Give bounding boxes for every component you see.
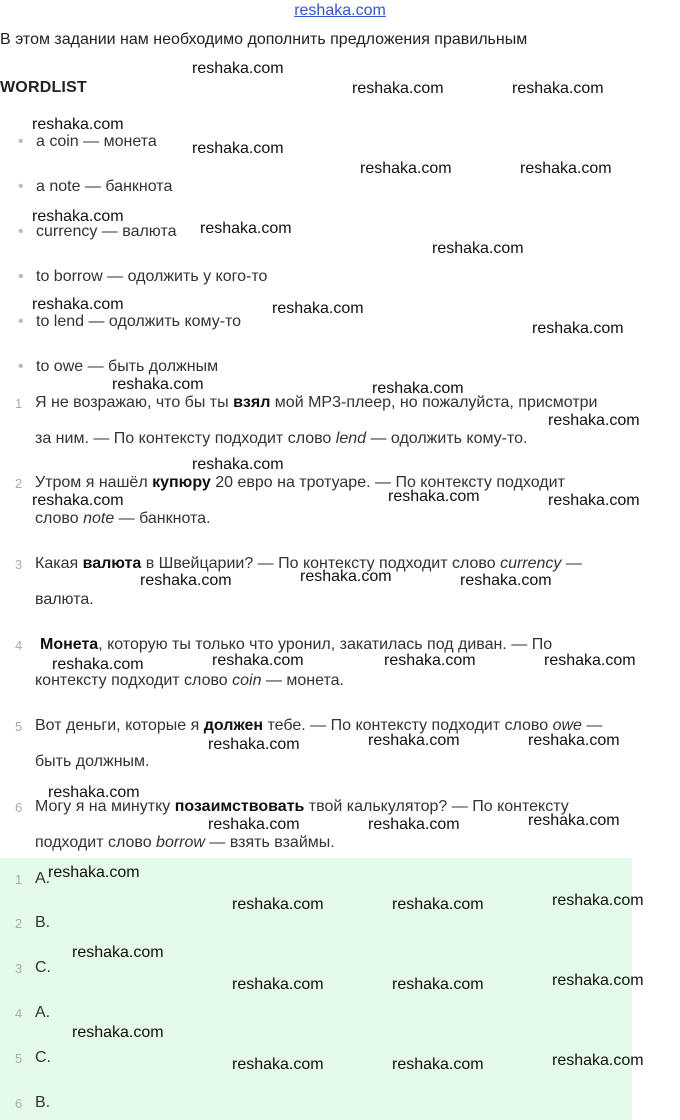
bullet-icon: • [18, 133, 24, 150]
watermark: reshaka.com [548, 492, 640, 509]
list-item: • to borrow — одолжить у кого-то [18, 268, 268, 285]
watermark: reshaka.com [32, 492, 124, 509]
watermark: reshaka.com [392, 896, 484, 913]
watermark: reshaka.com [352, 80, 444, 97]
list-item: • to lend — одолжить кому-то [18, 313, 242, 330]
watermark: reshaka.com [192, 60, 284, 77]
watermark: reshaka.com [300, 568, 392, 585]
bullet-icon: • [18, 313, 24, 330]
watermark: reshaka.com [432, 240, 524, 257]
watermark: reshaka.com [140, 572, 232, 589]
watermark: reshaka.com [192, 140, 284, 157]
watermark: reshaka.com [232, 1056, 324, 1073]
watermark: reshaka.com [512, 80, 604, 97]
watermark: reshaka.com [32, 296, 124, 313]
intro-text: В этом задании нам необходимо дополнить предложения правильным [0, 31, 528, 48]
watermark: reshaka.com [72, 1024, 164, 1041]
watermark: reshaka.com [72, 944, 164, 961]
watermark: reshaka.com [272, 300, 364, 317]
watermark: reshaka.com [520, 160, 612, 177]
bullet-icon: • [18, 223, 24, 240]
list-item: • currency — валюта [18, 223, 177, 240]
watermark: reshaka.com [388, 488, 480, 505]
watermark: reshaka.com [460, 572, 552, 589]
watermark: reshaka.com [112, 376, 204, 393]
watermark: reshaka.com [48, 784, 140, 801]
watermark: reshaka.com [528, 732, 620, 749]
watermark: reshaka.com [548, 412, 640, 429]
watermark: reshaka.com [544, 652, 636, 669]
watermark: reshaka.com [368, 732, 460, 749]
watermark: reshaka.com [552, 972, 644, 989]
watermark: reshaka.com [200, 220, 292, 237]
watermark: reshaka.com [368, 816, 460, 833]
watermark: reshaka.com [532, 320, 624, 337]
bullet-icon: • [18, 358, 24, 375]
watermark: reshaka.com [48, 864, 140, 881]
watermark: reshaka.com [552, 892, 644, 909]
watermark: reshaka.com [372, 380, 464, 397]
bullet-icon: • [18, 178, 24, 195]
watermark: reshaka.com [392, 976, 484, 993]
watermark: reshaka.com [384, 652, 476, 669]
list-item: • a coin — монета [18, 133, 157, 150]
wordlist-heading: WORDLIST [0, 79, 87, 96]
watermark: reshaka.com [32, 116, 124, 133]
watermark: reshaka.com [552, 1052, 644, 1069]
watermark: reshaka.com [208, 816, 300, 833]
watermark: reshaka.com [208, 736, 300, 753]
watermark: reshaka.com [32, 208, 124, 225]
site-link[interactable]: reshaka.com [294, 2, 386, 19]
watermark: reshaka.com [528, 812, 620, 829]
watermark: reshaka.com [232, 976, 324, 993]
watermark: reshaka.com [192, 456, 284, 473]
watermark: reshaka.com [52, 656, 144, 673]
answer-key-panel: 1 A. 2 B. 3 C. 4 A. 5 C. 6 B. [0, 858, 632, 1120]
watermark: reshaka.com [360, 160, 452, 177]
watermark: reshaka.com [212, 652, 304, 669]
list-item: • a note — банкнота [18, 178, 173, 195]
watermark: reshaka.com [232, 896, 324, 913]
bullet-icon: • [18, 268, 24, 285]
watermark: reshaka.com [392, 1056, 484, 1073]
list-item: • to owe — быть должным [18, 358, 219, 375]
